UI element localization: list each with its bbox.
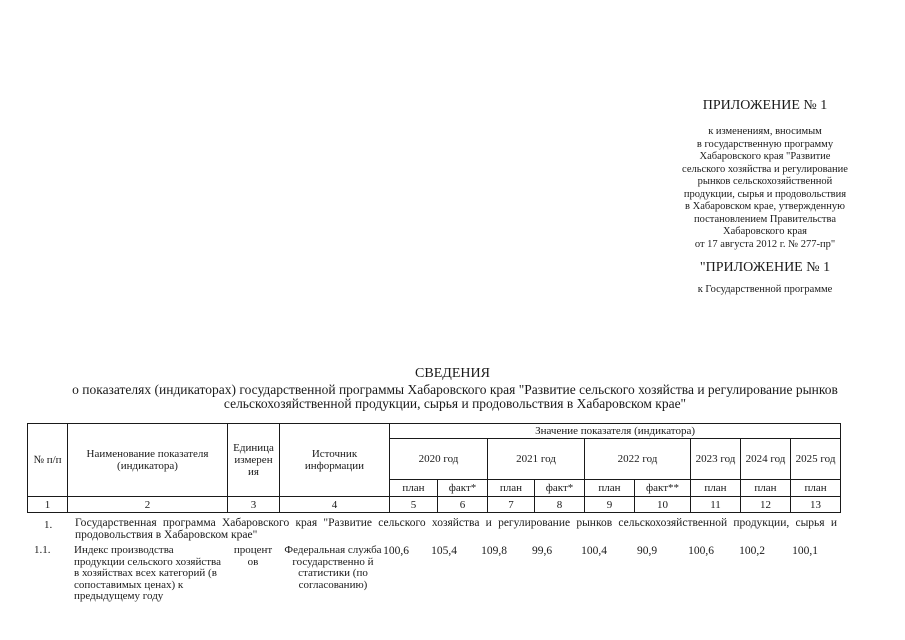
header-sub: план [390,480,438,497]
column-number: 1 [28,497,68,513]
header-indicator-name: Наименование показателя (индикатора) [68,424,228,497]
column-number: 10 [635,497,691,513]
row-1-1-value: 100,6 [688,545,714,557]
column-number: 8 [535,497,585,513]
appendix-1-line: рынков сельскохозяйственной [697,176,833,187]
header-sub: факт** [635,480,691,497]
row-1-1-value: 99,6 [531,545,553,557]
column-number: 4 [280,497,390,513]
appendix-1-line: сельского хозяйства и регулирование [682,163,848,175]
header-year: 2020 год [390,439,488,480]
column-number: 13 [791,497,841,513]
header-year: 2024 год [741,439,791,480]
appendix-2-line: к Государственной программе [697,284,833,295]
appendix-1-line: продукции, сырья и продовольствия [683,188,847,200]
appendix-1-line: в Хабаровском крае, утвержденную [685,201,845,212]
appendix-1-line: в государственную программу [696,138,834,150]
row-1-1-value: 109,8 [481,545,507,557]
header-number: № п/п [28,424,68,497]
row-1-1-indicator-name: Индекс производства продукции сельского хозяйства в хозяйствах всех категорий (в сопоставимых ценах) к предыдущему году [74,544,221,602]
appendix-2-block [640,260,890,297]
column-number: 6 [438,497,488,513]
document-title: СВЕДЕНИЯ [415,366,490,381]
row-1-number: 1. [44,519,53,531]
row-1-1-number: 1.1. [34,544,51,556]
header-sub: план [488,480,535,497]
header-year: 2022 год [585,439,691,480]
row-1-1-value: 100,2 [739,545,765,557]
appendix-1-heading: ПРИЛОЖЕНИЕ № 1 [702,98,828,113]
header-year: 2021 год [488,439,585,480]
document-subtitle: о показателях (индикаторах) государственной программы Хабаровского края "Развитие сельского хозяйства и регулирование рынков сельскохозяйственной продукции, сырья и продовольствия в Хабаровском крае" [72,382,838,411]
header-sub: план [585,480,635,497]
row-1-1-value: 90,9 [636,545,658,557]
appendix-1-block [640,98,890,251]
header-sub: план [741,480,791,497]
indicators-table [27,423,841,513]
column-number: 7 [488,497,535,513]
column-number: 9 [585,497,635,513]
column-number: 12 [741,497,791,513]
header-year: 2025 год [791,439,841,480]
row-1-1-value: 100,6 [383,545,409,557]
row-1-1-value: 100,4 [581,545,607,557]
appendix-1-line: Хабаровского края "Развитие [699,151,831,162]
header-sub: факт* [535,480,585,497]
column-number: 2 [68,497,228,513]
row-1-1-value: 100,1 [792,545,818,557]
header-value: Значение показателя (индикатора) [390,424,841,439]
row-1-1-value: 105,4 [431,545,457,557]
row-1-1-unit: процент ов [233,544,273,568]
column-number: 11 [691,497,741,513]
header-sub: план [791,480,841,497]
header-unit: Единица измерен ия [228,424,280,497]
appendix-1-line: к изменениям, вносимым [708,126,822,137]
header-source: Источник информации [280,424,390,497]
header-sub: план [691,480,741,497]
column-number: 3 [228,497,280,513]
column-number: 5 [390,497,438,513]
row-1-1-source: Федеральная служба государственно й статистики (по согласованию) [284,544,382,591]
row-1-program-title: Государственная программа Хабаровского края "Развитие сельского хозяйства и регулирование рынков сельскохозяйственной продукции, сырья и продовольствия в Хабаровском крае" [75,517,837,541]
header-year: 2023 год [691,439,741,480]
appendix-1-line: Хабаровского края [723,226,807,237]
appendix-1-line: постановлением Правительства [693,213,836,225]
appendix-1-line: от 17 августа 2012 г. № 277-пр" [694,238,836,250]
appendix-2-heading: "ПРИЛОЖЕНИЕ № 1 [699,260,831,275]
header-sub: факт* [438,480,488,497]
